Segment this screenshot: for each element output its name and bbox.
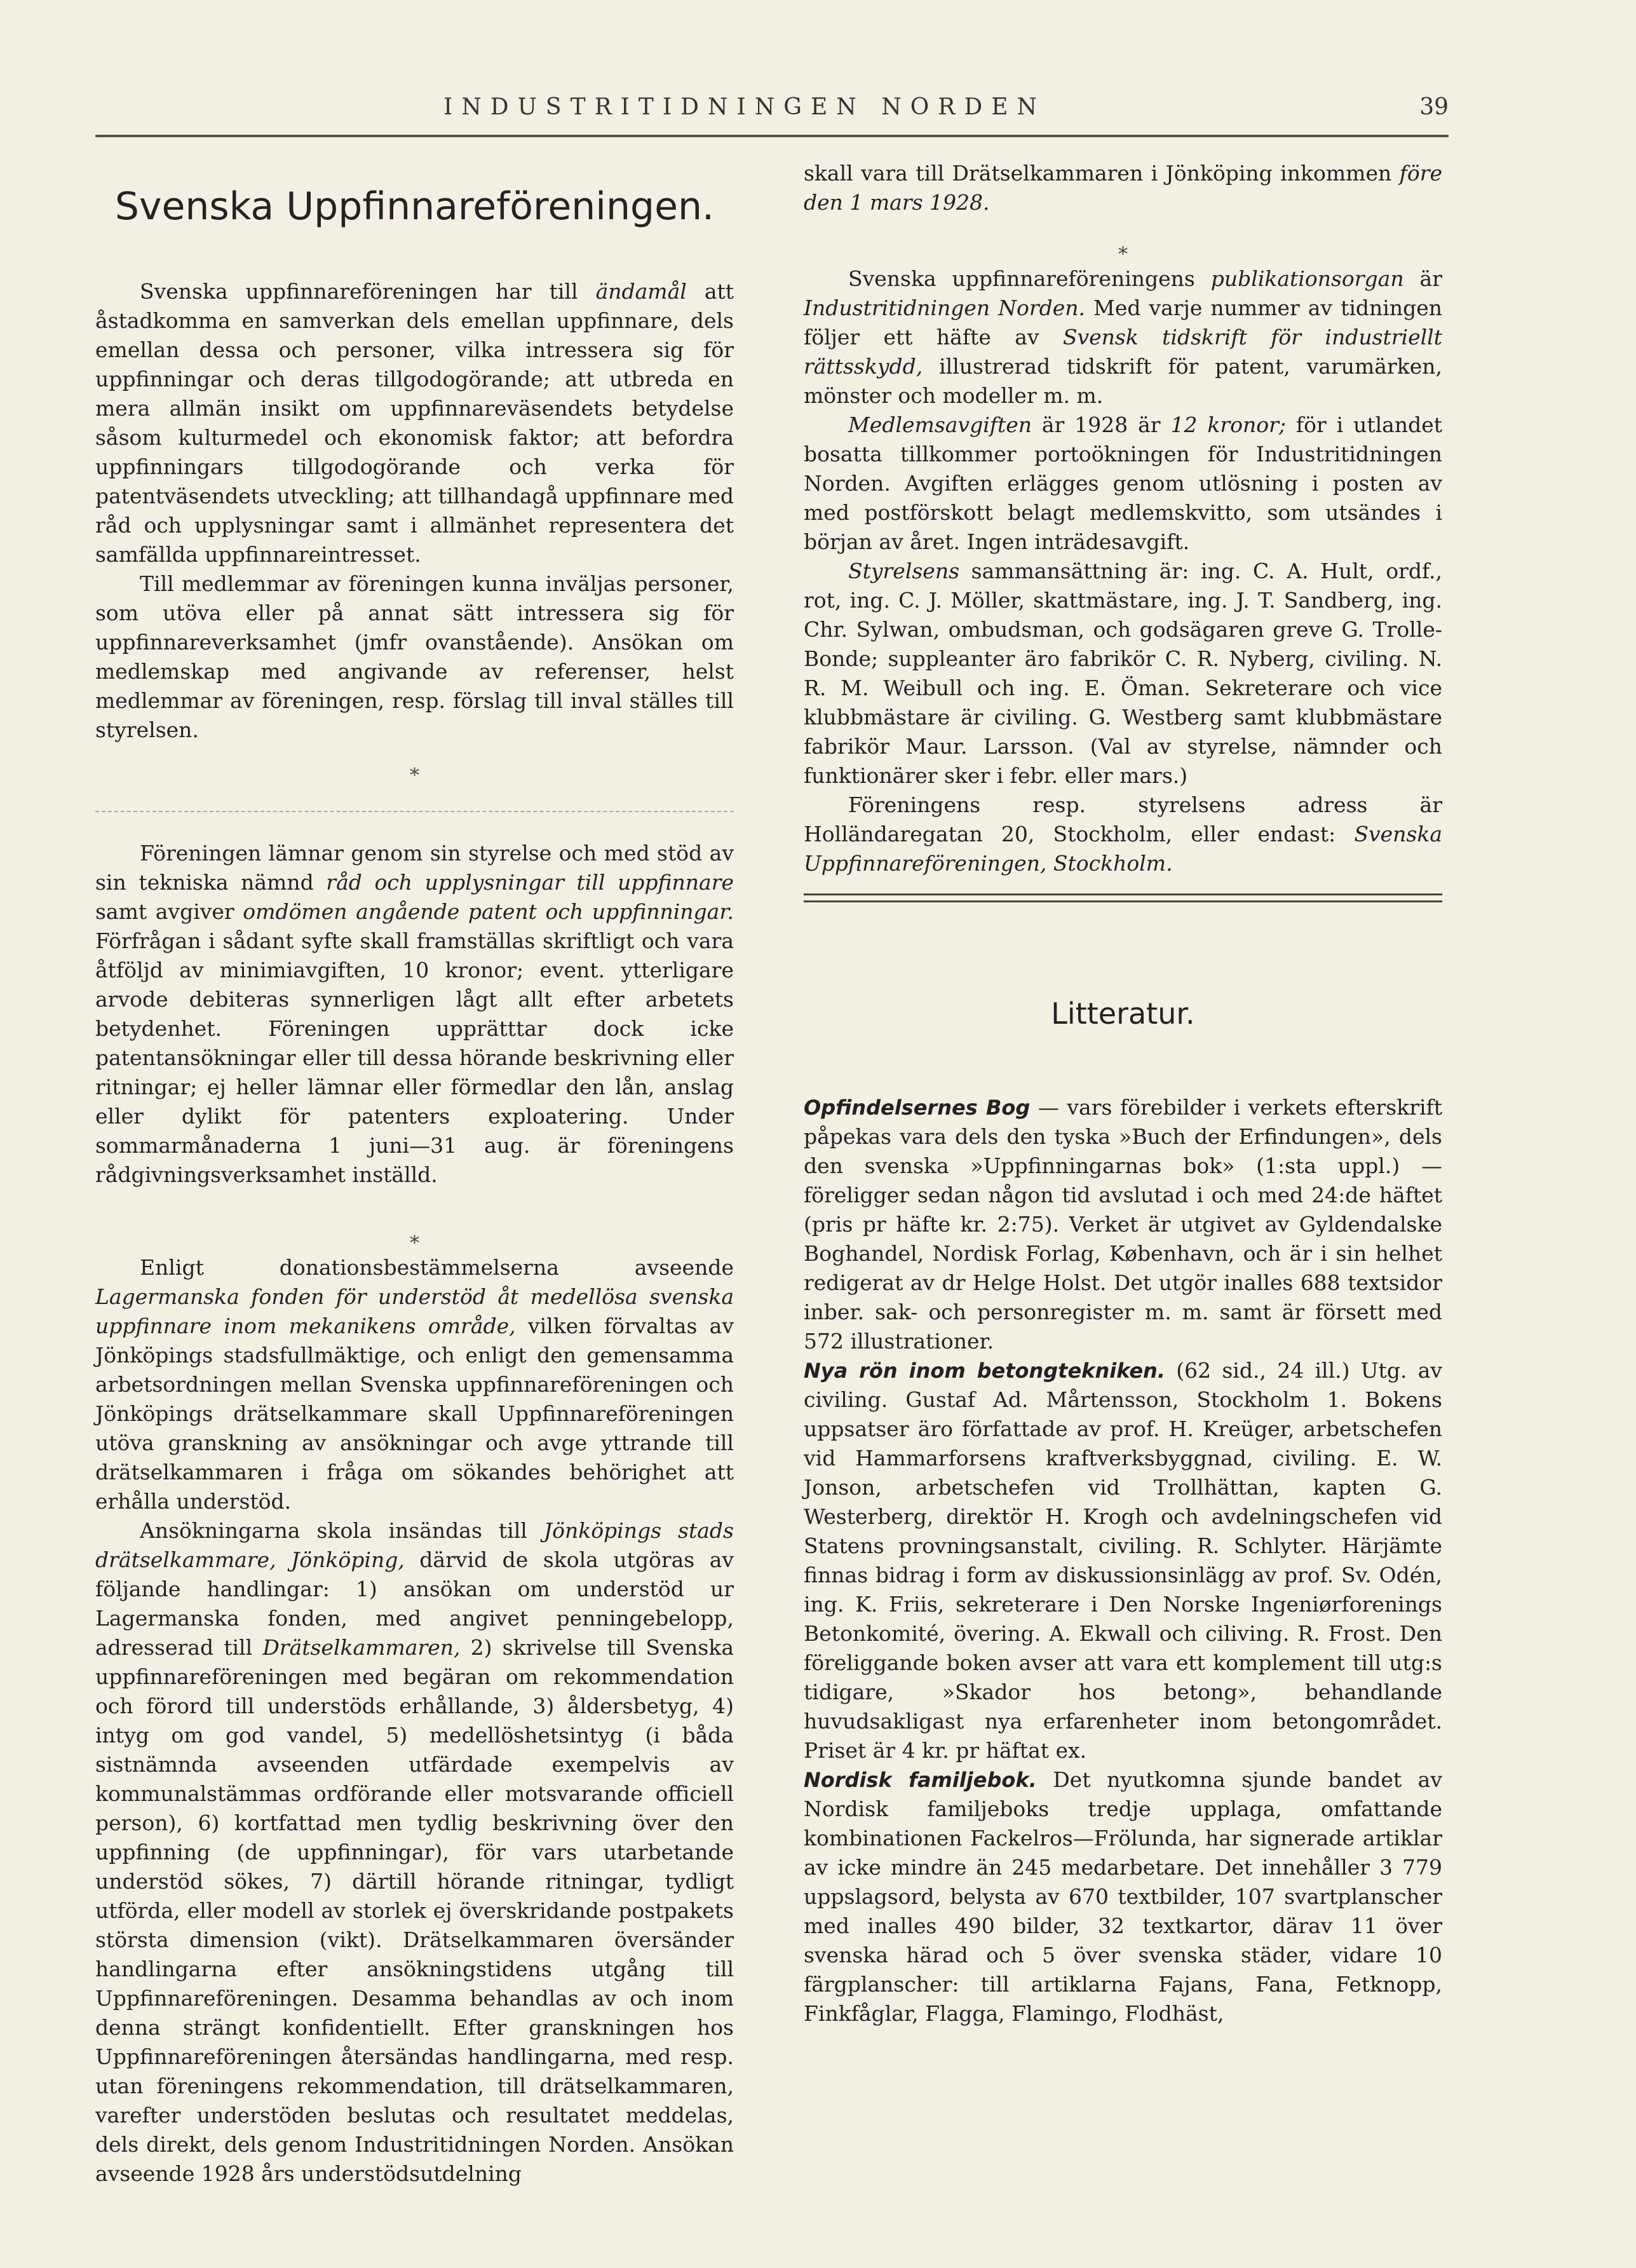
literature-item: Opfindelsernes Bog — vars förebilder i verkets efterskrift påpekas vara dels den tyska »Buch der Erfindungen», dels den svenska »Uppfinningarnas bok» (1:sta uppl.) — föreligger sedan någon tid avslutad i och med 24:de häftet (pris pr häfte kr. 2:75). Verket är utgivet av Gyldendalske Boghandel, Nordisk Forlag, København, och är i sin helhet redigerat av dr Helge Holst. Det utgör inalles 688 textsidor inber. sak- och personregister m. m. samt är försett med 572 illustrationer. <box>804 1095 1443 1354</box>
page-number: 39 <box>1419 94 1449 120</box>
page-header <box>95 89 1449 140</box>
section-separator-star: * <box>410 1232 419 1254</box>
section-separator-star: * <box>1118 243 1128 266</box>
literature-title: Litteratur. <box>1051 996 1195 1031</box>
paragraph-membership: Till medlemmar av föreningen kunna inväljas personer, som utöva eller på annat sätt intressera sig för uppfinnareverksamhet (jmfr ovanstående). Ansökan om medlemskap med angivande av referenser, helst medlemmar av föreningen, resp. förslag till inval ställes till styrelsen. <box>95 571 734 742</box>
right-column <box>804 159 1442 2028</box>
section-separator-star: * <box>410 764 419 787</box>
paragraph-continuation: skall vara till Drätselkammaren i Jönköping inkommen före den 1 mars 1928. <box>804 161 1442 215</box>
running-title: INDUSTRITIDNINGEN NORDEN <box>443 94 1046 120</box>
paragraph-lagerman-fund: Enligt donationsbestämmelserna avseende Lagermanska fonden för understöd åt medellösa svenska uppfinnare inom mekanikens område, vilken förvaltas av Jönköpings stadsfullmäktige, och enligt den gemensamma arbetsordningen mellan Svenska uppfinnareföreningen och Jönköpings drätselkammare skall Uppfinnareföreningen utöva granskning av ansökningar och avge yttrande till drätselkammaren i fråga om sökandes behörighet att erhålla understöd. <box>95 1255 734 1514</box>
double-rule-divider <box>804 893 1442 902</box>
paragraph-publication: Svenska uppfinnareföreningens publikationsorgan är Industritidningen Norden. Med varje nummer av tidningen följer ett häfte av Svensk tidskrift för industriellt rättsskydd, illustrerad tidskrift för patent, varumärken, mönster och modeller m. m. <box>804 266 1442 408</box>
literature-item: Nya rön inom betongtekniken. (62 sid., 24 ill.) Utg. av civiling. Gustaf Ad. Mårtensson, Stockholm 1. Bokens uppsatser äro författade av prof. H. Kreüger, arbetschefen vid Hammarforsens kraftverksbyggnad, civiling. E. W. Jonson, arbetschefen vid Trollhättan, kapten G. Westerberg, direktör H. Krogh och avdelningschefen vid Statens provningsanstalt, civiling. R. Schlyter. Härjämte finnas bidrag i form av diskussionsinlägg av prof. Sv. Odén, ing. K. Friis, sekreterare i Den Norske Ingeniørforenings Betonkomité, övering. A. Ekwall och ciliving. R. Frost. Den föreliggande boken avser att vara ett komplement till utg:s tidigare, »Skador hos betong», behandlande huvudsakligast nya erfarenheter inom betongområdet. Priset är 4 kr. pr häftat ex. <box>804 1358 1443 1763</box>
paragraph-fee: Medlemsavgiften är 1928 är 12 kronor; för i utlandet bosatta tillkommer portoökningen för Industritidningen Norden. Avgiften erlägges genom utlösning i posten av med postförskott belagt medlemskvitto, som utsändes i början av året. Ingen inträdesavgift. <box>804 412 1443 554</box>
literature-item: Nordisk familjebok. Det nyutkomna sjunde bandet av Nordisk familjeboks tredje upplaga, omfattande kombinationen Fackelros—Frölunda, har signerade artiklar av icke mindre än 245 medarbetare. Det innehåller 3 779 uppslagsord, belysta av 670 textbilder, 107 svartplanscher med inalles 490 bilder, 32 textkartor, därav 11 över svenska härad och 5 över svenska städer, vidare 10 färgplanscher: till artiklarna Fajans, Fana, Fetknopp, Finkfåglar, Flagga, Flamingo, Flodhäst, <box>804 1767 1443 2026</box>
paragraph-board: Styrelsens sammansättning är: ing. C. A. Hult, ordf., rot, ing. C. J. Möller, skattmästare, ing. J. T. Sandberg, ing. Chr. Sylwan, ombudsman, och godsägaren greve G. Trolle-Bonde; suppleanter äro fabrikör C. R. Nyberg, civiling. N. R. M. Weibull och ing. E. Öman. Sekreterare och vice klubbmästare är civiling. G. Westberg samt klubbmästare fabrikör Maur. Larsson. (Val av styrelse, nämnder och funktionärer sker i febr. eller mars.) <box>804 559 1442 788</box>
header-rule <box>95 135 1449 137</box>
paragraph-address: Föreningens resp. styrelsens adress är Holländaregatan 20, Stockholm, eller endast: Svenska Uppfinnareföreningen, Stockholm. <box>804 792 1442 876</box>
paragraph-advice: Föreningen lämnar genom sin styrelse och med stöd av sin tekniska nämnd råd och upplysningar till uppfinnare samt avgiver omdömen angående patent och uppfinningar. Förfrågan i sådant syfte skall framställas skriftligt och vara åtföljd av minimiavgiften, 10 kronor; event. ytterligare arvode debiteras synnerligen lågt allt efter arbetets betydenhet. Föreningen upprätttar dock icke patentansökningar eller till dessa hörande beskrivning eller ritningar; ej heller lämnar eller förmedlar den lån, anslag eller dylikt för patenters exploatering. Under sommarmånaderna 1 juni—31 aug. är föreningens rådgivningsverksamhet inställd. <box>95 841 734 1187</box>
dashed-divider <box>95 811 734 812</box>
left-column <box>95 159 734 2189</box>
paragraph-applications: Ansökningarna skola insändas till Jönköpings stads drätselkammare, Jönköping, därvid de skola utgöras av följande handlingar: 1) ansökan om understöd ur Lagermanska fonden, med angivet penningebelopp, adresserad till Drätselkammaren, 2) skrivelse till Svenska uppfinnareföreningen med begäran om rekommendation och förord till understöds erhållande, 3) åldersbetyg, 4) intyg om god vandel, 5) medellöshetsintyg (i båda sistnämnda avseenden utfärdade exempelvis av kommunalstämmas ordförande eller motsvarande officiell person), 6) kortfattad men tydlig beskrivning över den uppfinning (de uppfinningar), för vars utarbetande understöd sökes, 7) därtill hörande ritningar, tydligt utförda, eller modell av storlek ej överskridande postpakets största dimension (vikt). Drätselkammaren översänder handlingarna efter ansökningstidens utgång till Uppfinnareföreningen. Desamma behandlas av och inom denna strängt konfidentiellt. Efter granskningen hos Uppfinnareföreningen återsändas handlingarna, med resp. utan föreningens rekommendation, till drätselkammaren, varefter understöden beslutas och resultatet meddelas, dels direkt, dels genom Industritidningen Norden. Ansökan avseende 1928 års understödsutdelning <box>95 1518 734 2186</box>
paragraph-purpose: Svenska uppfinnareföreningen har till ändamål att åstadkomma en samverkan dels emellan uppfinnare, dels emellan dessa och personer, vilka intressera sig för uppfinningar och deras tillgodogörande; att utbreda en mera allmän insikt om uppfinnareväsendets betydelse såsom kulturmedel och ekonomisk faktor; att befordra uppfinningars tillgodogörande och verka för patentväsendets utveckling; att tillhandagå uppfinnare med råd och upplysningar samt i allmänhet representera det samfällda uppfinnareintresset. <box>95 279 734 567</box>
section-title: Svenska Uppfinnareföreningen. <box>114 184 715 229</box>
